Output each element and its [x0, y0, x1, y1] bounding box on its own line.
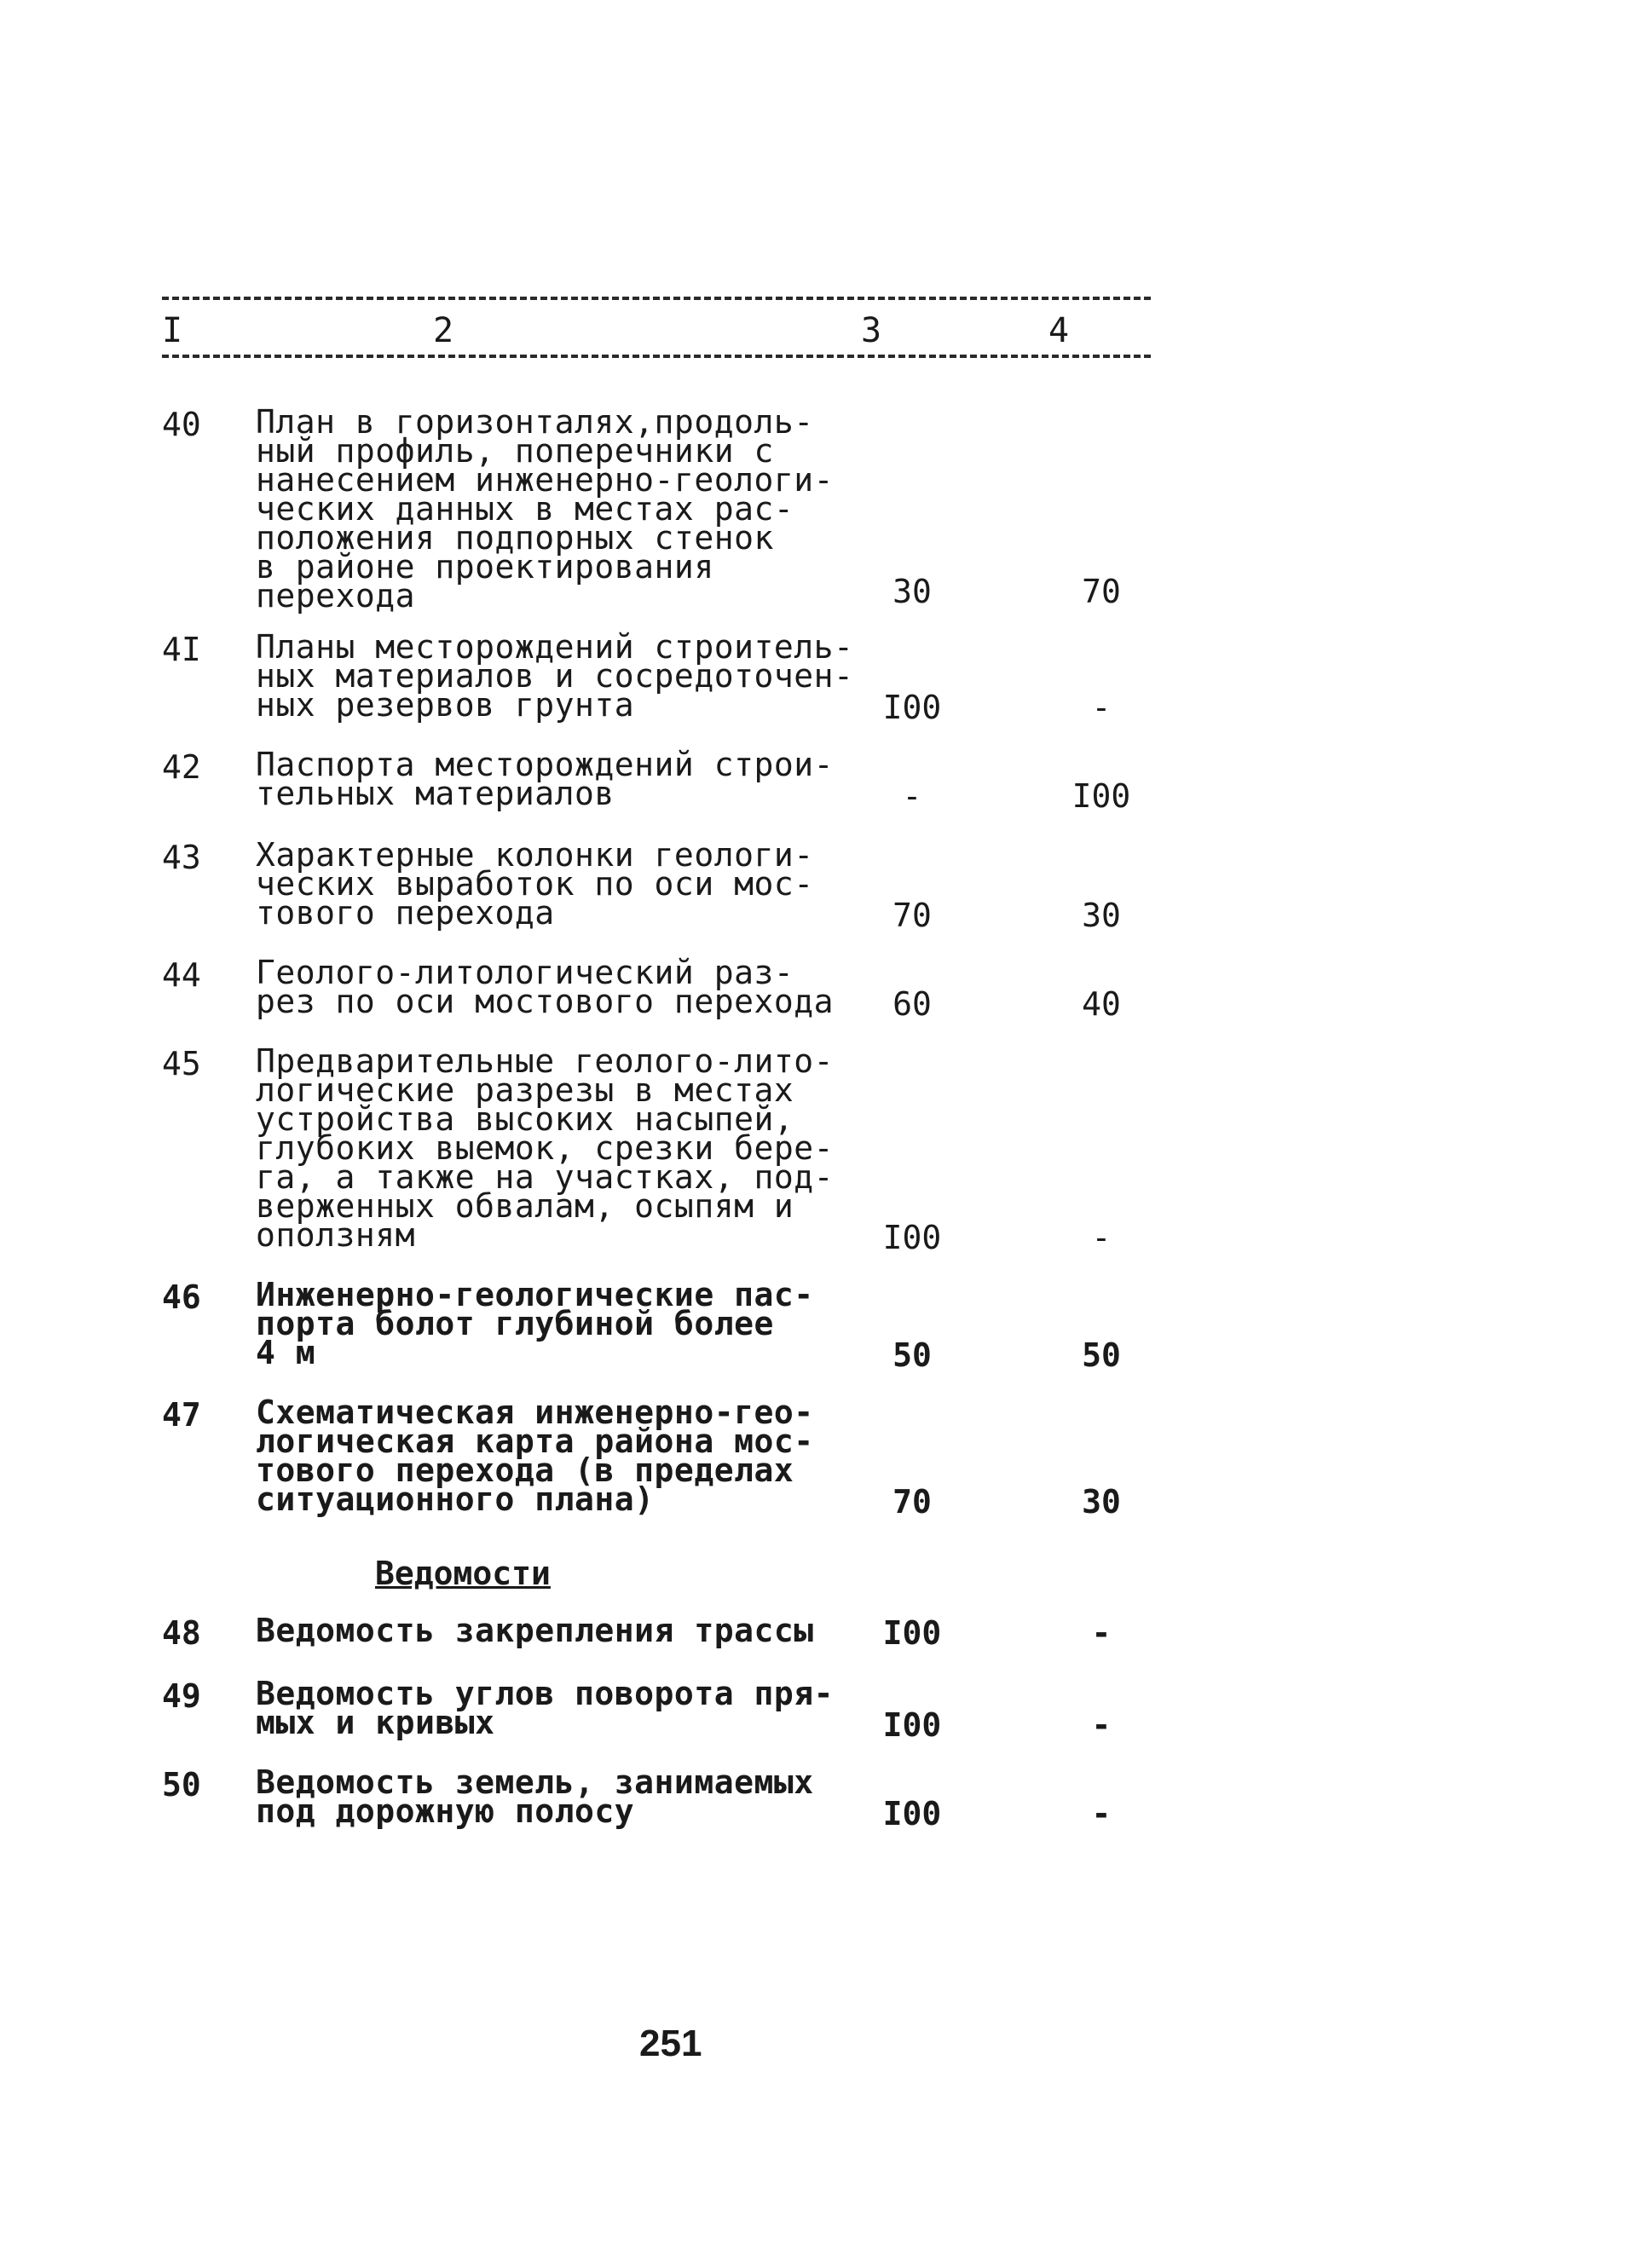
row-value-col-3: I00 [882, 1795, 942, 1832]
header-col-4: 4 [1048, 311, 1070, 350]
row-description: Паспорта месторождений строи- тельных материалов [256, 746, 834, 812]
row-value-col-3: 60 [892, 985, 932, 1023]
row-number: 48 [162, 1614, 201, 1652]
row-value-col-3: I00 [882, 1219, 942, 1256]
row-number: 49 [162, 1677, 201, 1715]
row-value-col-4: 50 [1082, 1336, 1121, 1374]
header-col-2: 2 [433, 311, 454, 350]
row-description: Ведомость углов поворота пря- мых и кривых [256, 1675, 834, 1741]
row-number: 44 [162, 956, 201, 994]
row-value-col-4: 40 [1082, 985, 1121, 1023]
row-value-col-4: 30 [1082, 1483, 1121, 1521]
row-value-col-3: 50 [892, 1336, 932, 1374]
row-value-col-3: 30 [892, 573, 932, 610]
row-description: Геолого-литологический раз- рез по оси мостового перехода [256, 954, 834, 1020]
section-title: Ведомости [375, 1555, 551, 1592]
row-value-col-3: 70 [892, 897, 932, 934]
row-value-col-4: - [1091, 1614, 1112, 1652]
row-value-col-3: I00 [882, 689, 942, 726]
row-number: 47 [162, 1396, 201, 1434]
row-value-col-3: I00 [882, 1706, 942, 1744]
row-number: 43 [162, 839, 201, 876]
row-number: 4I [162, 631, 201, 668]
row-description: Инженерно-геологические пас- порта болот глубиной более 4 м [256, 1276, 814, 1371]
row-value-col-4: - [1091, 689, 1112, 726]
row-number: 50 [162, 1766, 201, 1803]
table-header-rule [162, 355, 1151, 358]
row-description: Характерные колонки геологи- ческих выработок по оси мос- тового перехода [256, 836, 814, 932]
row-value-col-4: - [1091, 1706, 1112, 1744]
row-value-col-3: 70 [892, 1483, 932, 1521]
row-description: Ведомость земель, занимаемых под дорожную полосу [256, 1763, 814, 1830]
row-number: 45 [162, 1045, 201, 1082]
row-description: Планы месторождений строитель- ных материалов и сосредоточен- ных резервов грунта [256, 628, 854, 724]
row-number: 40 [162, 406, 201, 443]
row-value-col-4: I00 [1071, 777, 1131, 815]
row-description: Схематическая инженерно-гео- логическая карта района мос- тового перехода (в пределах ситуационного плана) [256, 1394, 814, 1518]
row-value-col-4: 30 [1082, 897, 1121, 934]
row-value-col-4: 70 [1082, 573, 1121, 610]
row-value-col-3: I00 [882, 1614, 942, 1652]
row-number: 46 [162, 1278, 201, 1316]
table-top-rule [162, 297, 1151, 300]
row-value-col-4: - [1091, 1219, 1112, 1256]
row-description: План в горизонталях,продоль- ный профиль, поперечники с нанесением инженерно-геологи- ческих данных в местах рас- положения подпорных стенок в районе проектирования перехода [256, 403, 834, 615]
row-value-col-3: - [902, 777, 922, 815]
row-number: 42 [162, 748, 201, 786]
page-number: 251 [639, 2023, 702, 2064]
row-description: Предварительные геолого-лито- логические разрезы в местах устройства высоких насыпей, глубоких выемок, срезки бере- га, а также на участках, под- верженных обвалам, осыпям и оползням [256, 1042, 834, 1254]
row-description: Ведомость закрепления трассы [256, 1612, 814, 1649]
header-col-1: I [162, 311, 183, 350]
header-col-3: 3 [861, 311, 882, 350]
row-value-col-4: - [1091, 1795, 1112, 1832]
